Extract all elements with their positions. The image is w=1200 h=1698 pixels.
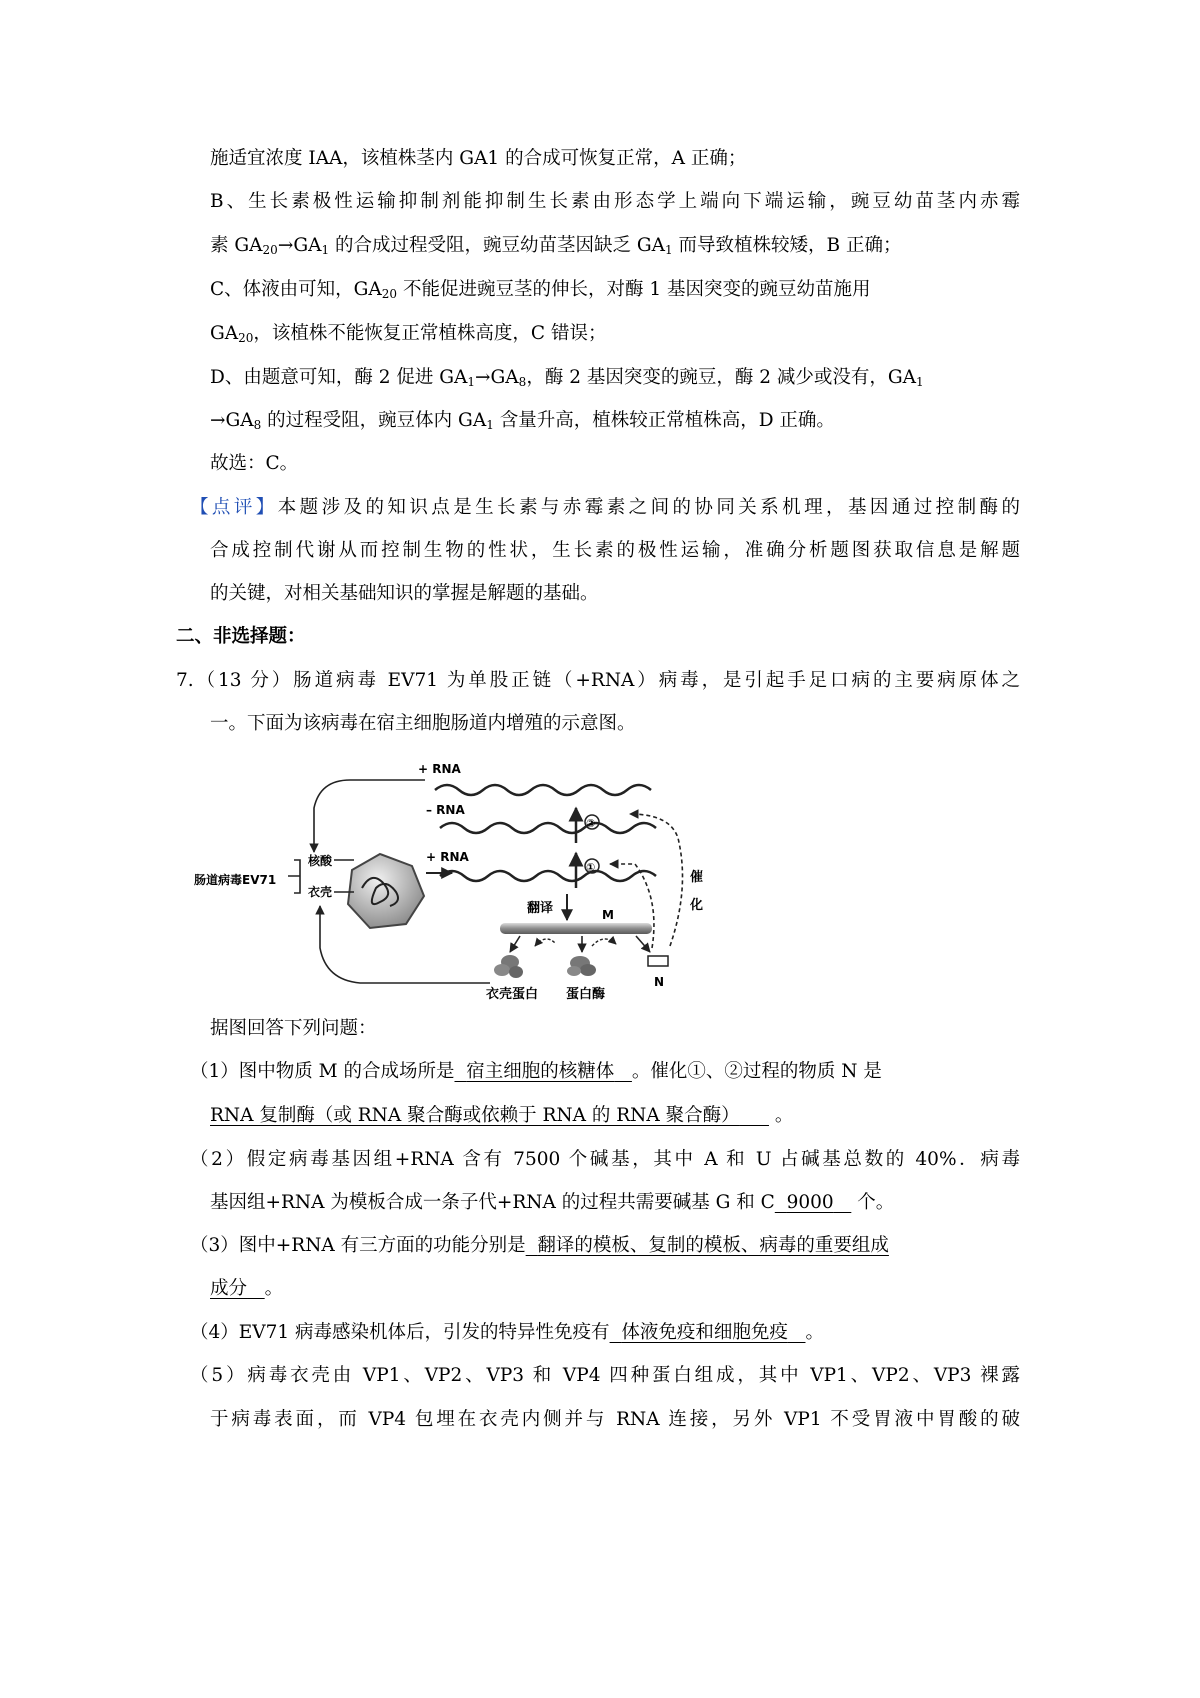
answer-blank: 宿主细胞的核糖体 [466,1061,615,1082]
comment-tag: 【点评】 [190,497,278,518]
label-capsid-protein: 衣壳蛋白 [486,987,539,1002]
substance-n-box [648,956,668,966]
answer-choice: 故选：C。 [210,453,299,474]
text-line: C、体液由可知，$GA_{20}$ 不能促进豌豆茎的伸长，对酶 1 基因突变的豌豆幼苗施用 [210,279,871,301]
virus-bracket [288,860,300,893]
answer-line: （1）图中物质 M 的合成场所是 宿主细胞的核糖体 。催化①、②过程的物质 N 是 [190,1061,882,1082]
label-virus-ev71: 肠道病毒EV71 [194,873,277,887]
text-line: 施适宜浓度 IAA，该植株茎内 GA1 的合成可恢复正常，A 正确； [210,148,747,169]
plus-rna-top-strand [435,785,651,795]
protease-cleave-arrow [535,939,556,946]
label-minus-rna: – RNA [426,803,465,817]
label-step2: ② [586,817,596,830]
protease-blob [567,956,596,976]
label-catalysis-1: 催 [690,870,704,885]
label-nucleic-acid: 核酸 [308,854,333,868]
minus-rna-strand [440,823,656,833]
virus-replication-diagram [190,748,750,1008]
answer-blank: RNA 复制酶（或 RNA 聚合酶或依赖于 RNA 的 RNA 聚合酶） [210,1105,740,1126]
label-plus-rna-mid: + RNA [426,850,469,864]
answer-line: 基因组+RNA 为模板合成一条子代+RNA 的过程共需要碱基 G 和 C 9000 个。 [210,1192,895,1213]
label-translation: 翻译 [527,901,554,916]
answer-blank: 成分 [210,1278,248,1299]
label-n: N [654,975,665,989]
question-line: 一。下面为该病毒在宿主细胞肠道内增殖的示意图。 [210,713,636,734]
comment-line: 的关键，对相关基础知识的掌握是解题的基础。 [210,583,599,604]
answer-line: （3）图中+RNA 有三方面的功能分别是 翻译的模板、复制的模板、病毒的重要组成 [190,1235,889,1256]
cleavage-arrow [636,936,650,952]
polyprotein-m-bar [500,923,652,934]
virus-capsid-shape [348,854,424,928]
label-step1: ① [586,861,596,874]
answer-blank: 体液免疫和细胞免疫 [621,1322,788,1343]
answer-line: （4）EV71 病毒感染机体后，引发的特异性免疫有 体液免疫和细胞免疫 。 [190,1322,825,1343]
answer-blank: 9000 [786,1192,834,1213]
answer-line: 于病毒表面，而 VP4 包埋在衣壳内侧并与 RNA 连接，另外 VP1 不受胃液中胃酸的破 [210,1409,1020,1430]
text-line: $\to GA_8$ 的过程受阻，豌豆体内 $GA_1$ 含量升高，植株较正常植株高，D 正确。 [210,410,835,432]
capsid-protein-blob [494,955,523,978]
text-line: D、由题意可知，酶 2 促进 $GA_1\to GA_8$，酶 2 基因突变的豌豆，酶 2 减少或没有，$GA_1$ [210,367,924,389]
answer-line: RNA 复制酶（或 RNA 聚合酶或依赖于 RNA 的 RNA 聚合酶） 。 [210,1105,794,1126]
label-protease: 蛋白酶 [566,987,606,1002]
label-capsid: 衣壳 [308,885,333,899]
label-m: M [602,908,614,922]
label-catalysis-2: 化 [690,898,704,913]
answers-intro: 据图回答下列问题： [210,1018,377,1039]
answer-line: 成分 。 [210,1278,284,1299]
section-title: 二、非选择题： [176,626,306,647]
label-plus-rna-top: + RNA [418,762,461,776]
text-line: 素 $GA_{20}\to GA_1$ 的合成过程受阻，豌豆幼苗茎因缺乏 $GA_1$ 而导致植株较矮，B 正确； [210,235,902,257]
question-line: 7.（13 分）肠道病毒 EV71 为单股正链（+RNA）病毒，是引起手足口病的主要病原体之 [176,670,1020,691]
plus-rna-mid-strand [440,871,656,881]
comment-line: 合成控制代谢从而控制生物的性状，生长素的极性运输，准确分析题图获取信息是解题 [210,540,1020,561]
answer-line: （5）病毒衣壳由 VP1、VP2、VP3 和 VP4 四种蛋白组成，其中 VP1、VP2、VP3 裸露 [190,1365,1020,1386]
answer-blank: 翻译的模板、复制的模板、病毒的重要组成 [537,1235,889,1256]
cleavage-arrow [510,936,520,952]
protease-cleave-arrow [592,939,616,946]
assembly-arrow-top [314,780,425,852]
text-line: B、生长素极性运输抑制剂能抑制生长素由形态学上端向下端运输，豌豆幼苗茎内赤霉 [210,191,1020,212]
comment-line: 【点评】本题涉及的知识点是生长素与赤霉素之间的协同关系机理，基因通过控制酶的 [190,497,1020,518]
text-line: $GA_{20}$，该植株不能恢复正常植株高度，C 错误； [210,323,607,345]
answer-line: （2）假定病毒基因组+RNA 含有 7500 个碱基，其中 A 和 U 占碱基总数的 40%．病毒 [190,1149,1020,1170]
